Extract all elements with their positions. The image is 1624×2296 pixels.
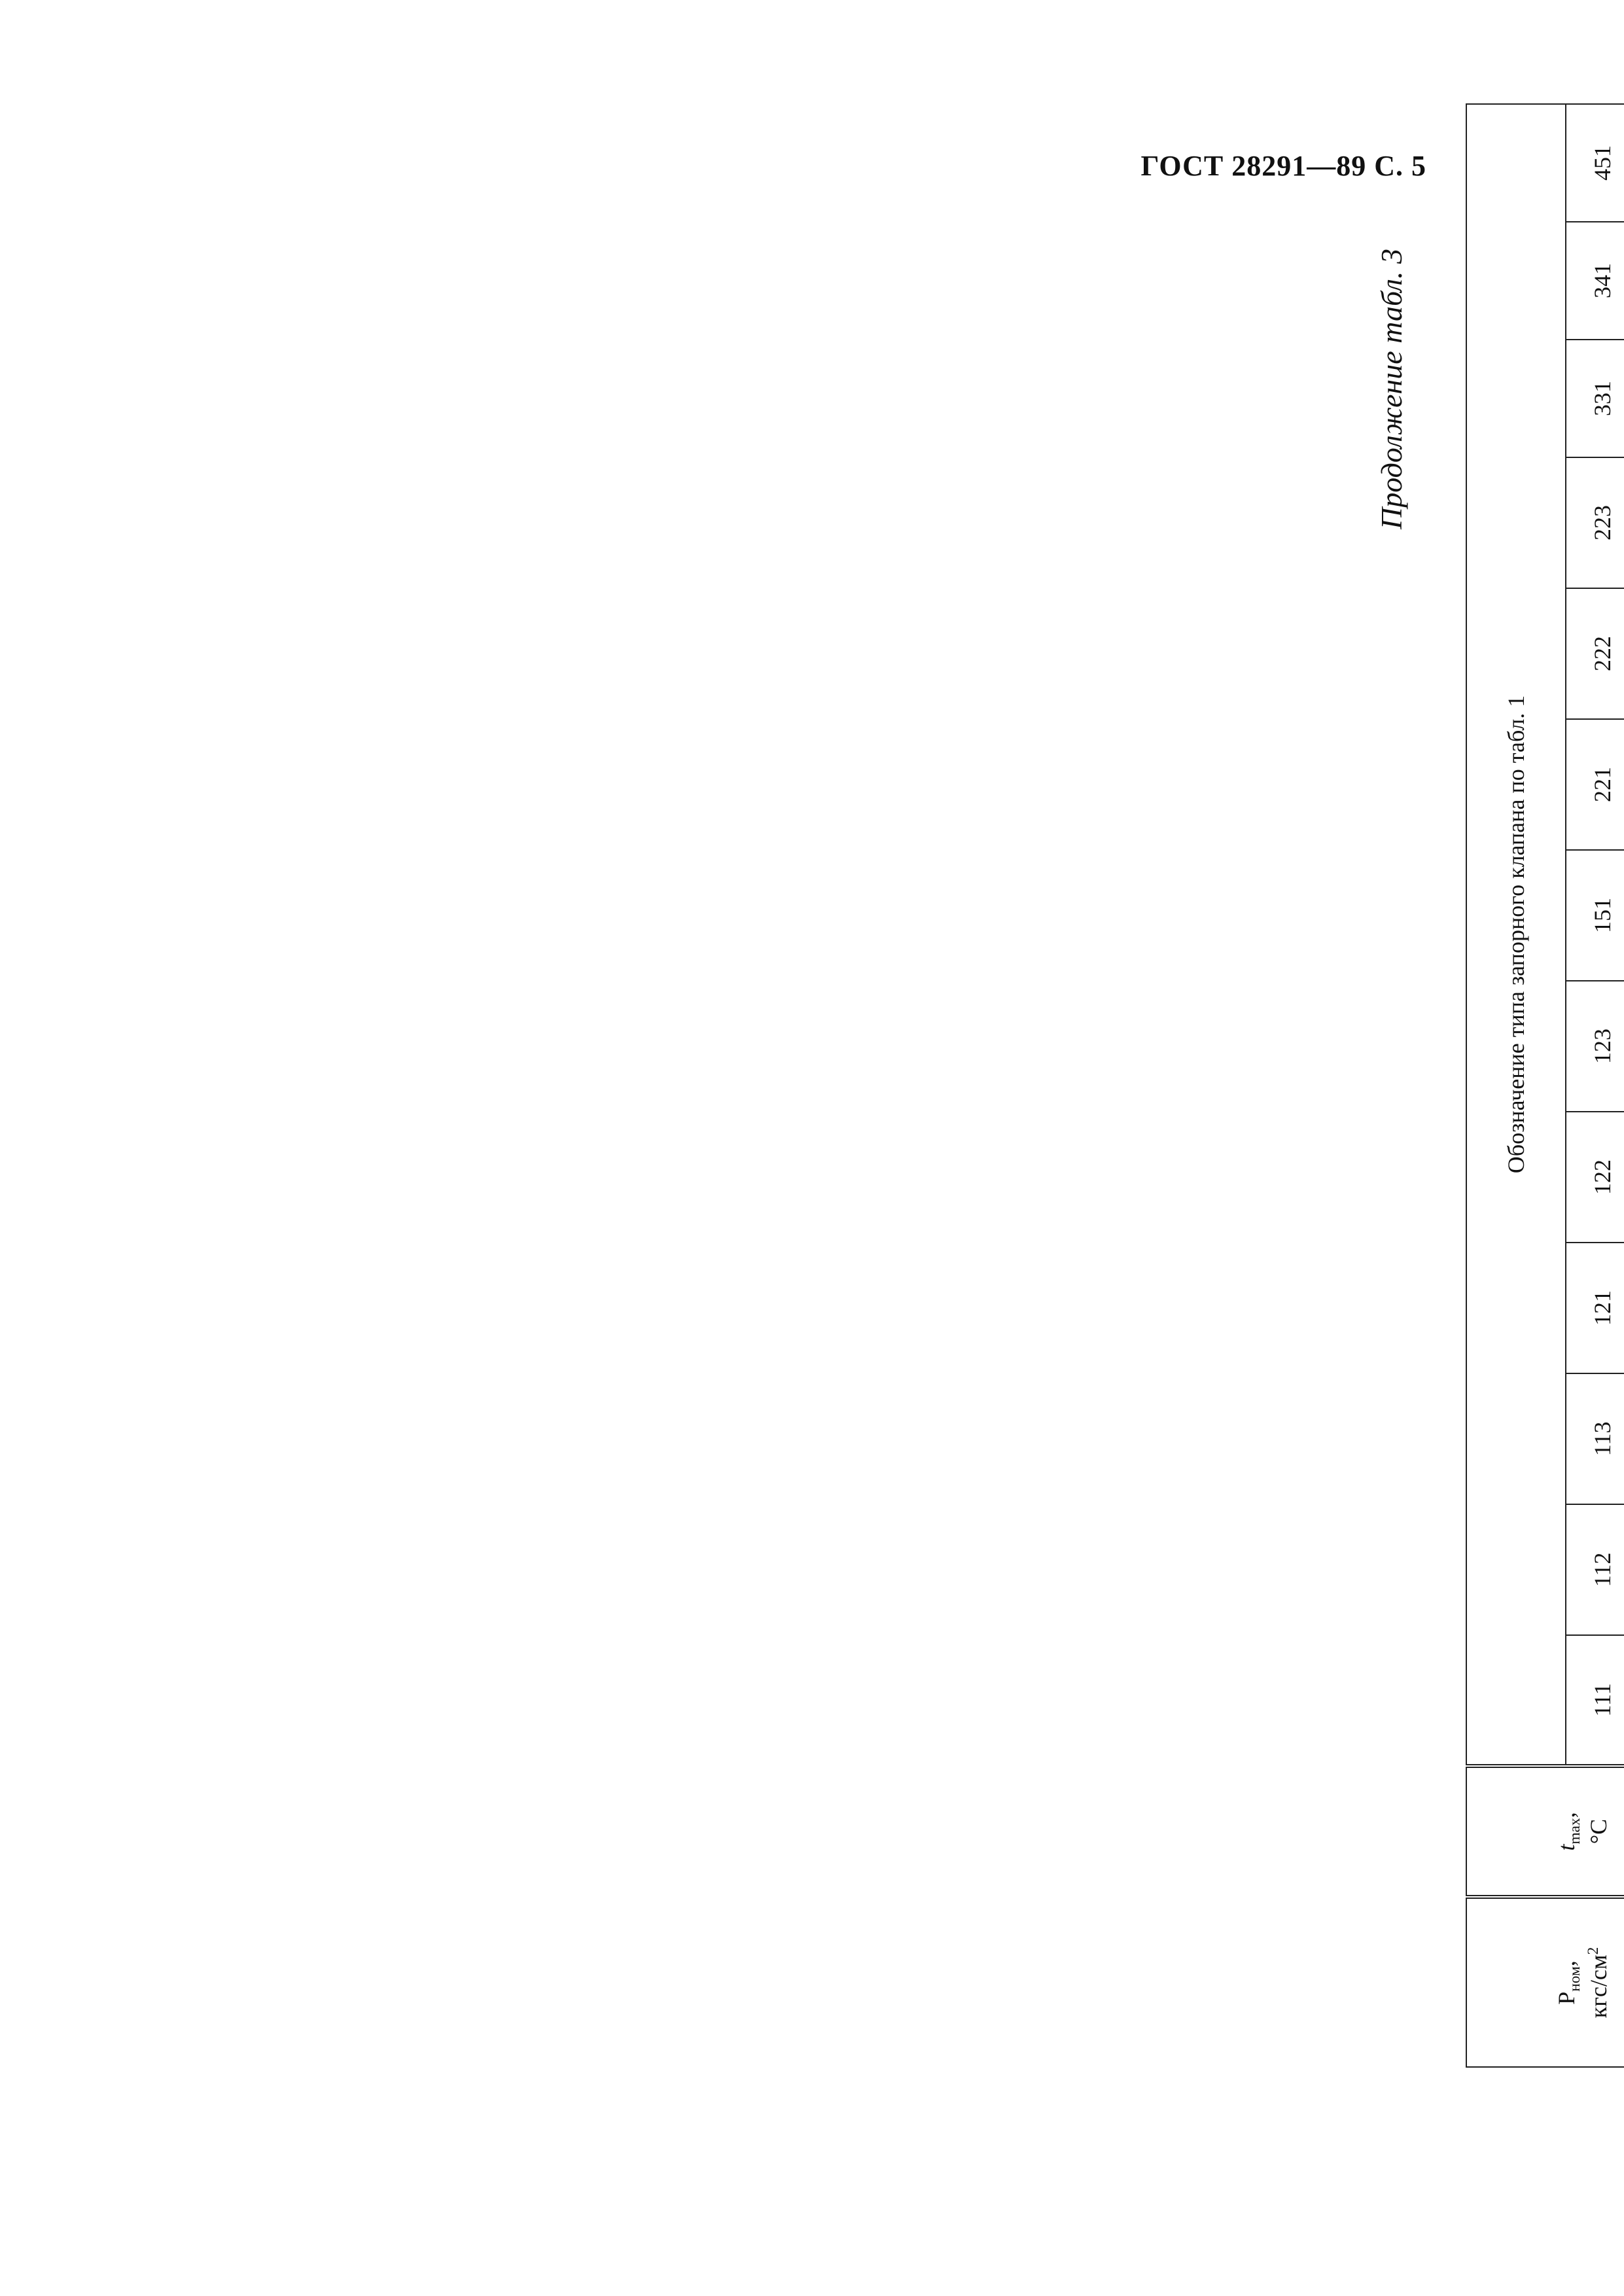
page-header: ГОСТ 28291—89 С. 5	[1140, 150, 1426, 182]
type-header: 151	[1566, 850, 1624, 981]
type-header: 222	[1566, 588, 1624, 719]
rotated-table-block	[1374, 145, 1624, 2068]
type-header: 122	[1566, 1112, 1624, 1243]
type-header: 112	[1566, 1504, 1624, 1635]
col-header-temperature: $t_{max}$, °C	[1466, 1766, 1624, 1897]
type-header: 331	[1566, 340, 1624, 457]
valve-table	[1466, 102, 1624, 2068]
type-header: 451	[1566, 104, 1624, 222]
table-continuation-label: Продолжение табл. 3	[1375, 249, 1408, 529]
col-header-pressure: $P_{ном}$, кгс/$см^2$	[1466, 1897, 1624, 2067]
type-header: 223	[1566, 457, 1624, 588]
group-header: Обозначение типа запорного клапана по табл. 1	[1466, 104, 1566, 1766]
type-header: 123	[1566, 981, 1624, 1112]
type-header: 111	[1566, 1635, 1624, 1766]
type-header: 221	[1566, 719, 1624, 850]
type-header: 121	[1566, 1243, 1624, 1373]
type-header: 113	[1566, 1373, 1624, 1504]
type-header: 341	[1566, 222, 1624, 340]
